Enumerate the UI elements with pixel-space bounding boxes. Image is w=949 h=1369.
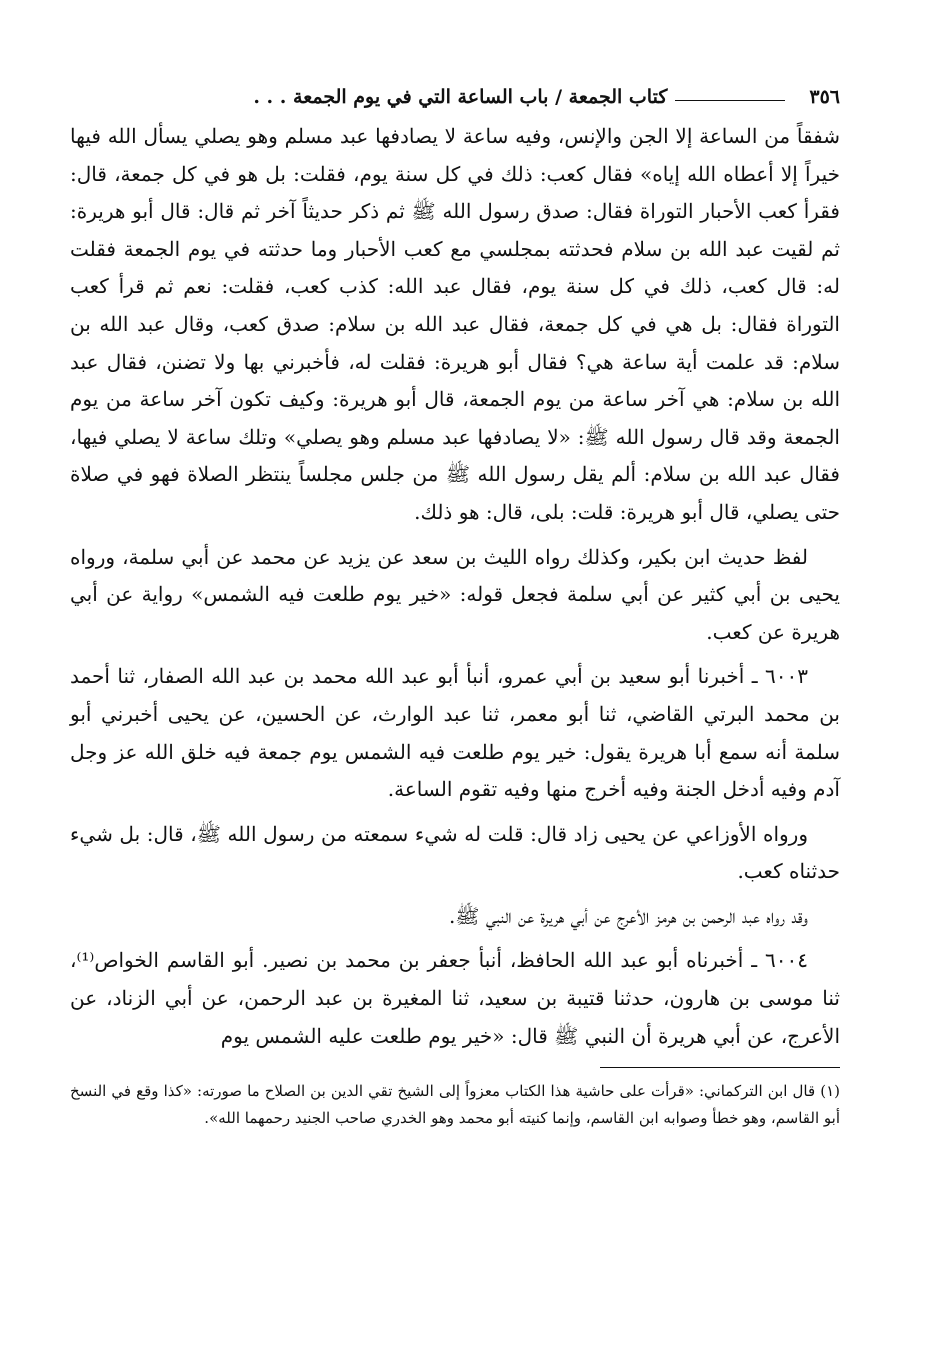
page-number: ٣٥٦ xyxy=(809,86,840,108)
paragraph-araj-narration: وقد رواه عبد الرحمن بن هرمز الأعرج عن أبي هريرة عن النبي ﷺ. xyxy=(448,903,808,928)
footnote-1 xyxy=(70,1078,840,1132)
header-rule xyxy=(675,100,785,101)
main-text xyxy=(70,118,840,1055)
footnote-text: (١) قال ابن التركماني: «قرأت على حاشية هذا الكتاب معزواً إلى الشيخ تقي الدين بن الصلاح ما صورته: «كذا وقع في النسخ أبو القاسم، وهو خطأ وصوابه ابن القاسم، وإنما كنيته أبو محمد وهو الخدري صاحب الجنيد رحمهما الله». xyxy=(70,1082,840,1128)
footnote-divider xyxy=(600,1067,840,1068)
chapter-title: كتاب الجمعة / باب الساعة التي في يوم الجمعة . . . xyxy=(253,86,668,108)
book-page xyxy=(70,80,840,1350)
hadith-6003: ٦٠٠٣ ـ أخبرنا أبو سعيد بن أبي عمرو، أنبأ أبو عبد الله محمد بن عبد الله الصفار، ثنا أحمد بن محمد البرتي القاضي، ثنا أبو معمر، ثنا عبد الوارث، عن الحسين، عن يحيى أخبرني أبو سلمة أنه سمع أبا هريرة يقول: خير يوم طلعت فيه الشمس يوم جمعة فيه خلق الله عز وجل آدم وفيه أدخل الجنة وفيه أخرج منها وفيه تقوم الساعة. xyxy=(70,664,840,802)
paragraph-awzai-narration: ورواه الأوزاعي عن يحيى زاد قال: قلت له شيء سمعته من رسول الله ﷺ، قال: بل شيء حدثناه كعب. xyxy=(70,821,840,884)
footnotes xyxy=(70,1078,840,1132)
running-header xyxy=(70,80,840,114)
hadith-6004: ٦٠٠٤ ـ أخبرناه أبو عبد الله الحافظ، أنبأ جعفر بن محمد بن نصير. أبو القاسم الخواص⁽¹⁾، ثنا موسى بن هارون، حدثنا قتيبة بن سعيد، ثنا المغيرة بن عبد الرحمن، عن أبي الزناد، عن الأعرج، عن أبي هريرة أن النبي ﷺ قال: «خير يوم طلعت عليه الشمس يوم xyxy=(70,948,840,1048)
paragraph-continuation: شفقاً من الساعة إلا الجن والإنس، وفيه ساعة لا يصادفها عبد مسلم وهو يصلي يسأل الله فيها خيراً إلا أعطاه الله إياه» فقال كعب: ذلك في كل سنة يوم، فقلت: بل هو في كل جمعة، قال: فقرأ كعب الأحبار التوراة فقال: صدق رسول الله ﷺ ثم ذكر حديثاً آخر ثم قال: قال أبو هريرة: ثم لقيت عبد الله بن سلام فحدثته بمجلسي مع كعب الأحبار وما حدثته في يوم الجمعة فقلت له: قال كعب، ذلك في كل سنة يوم، فقال عبد الله: كذب كعب، فقلت: نعم ثم قرأ كعب التوراة فقال: بل هي في كل جمعة، فقال عبد الله بن سلام: صدق كعب، وقال عبد الله بن سلام: قد علمت أية ساعة هي؟ فقال أبو هريرة: فقلت له، فأخبرني بها ولا تضنن، فقال عبد الله بن سلام: هي آخر ساعة من يوم الجمعة، قال أبو هريرة: وكيف تكون آخر ساعة من يوم الجمعة وقد قال رسول الله ﷺ: «لا يصادفها عبد مسلم وهو يصلي» وتلك ساعة لا يصلي فيها، فقال عبد الله بن سلام: ألم يقل رسول الله ﷺ من جلس مجلساً ينتظر الصلاة فهو في صلاة حتى يصلي، قال أبو هريرة: قلت: بلى، قال: هو ذلك. xyxy=(70,124,840,524)
paragraph-commentary: لفظ حديث ابن بكير، وكذلك رواه الليث بن سعد عن يزيد عن محمد عن أبي سلمة، ورواه يحيى بن أبي كثير عن أبي سلمة فجعل قوله: «خير يوم طلعت فيه الشمس» رواية عن أبي هريرة عن كعب. xyxy=(70,544,840,644)
